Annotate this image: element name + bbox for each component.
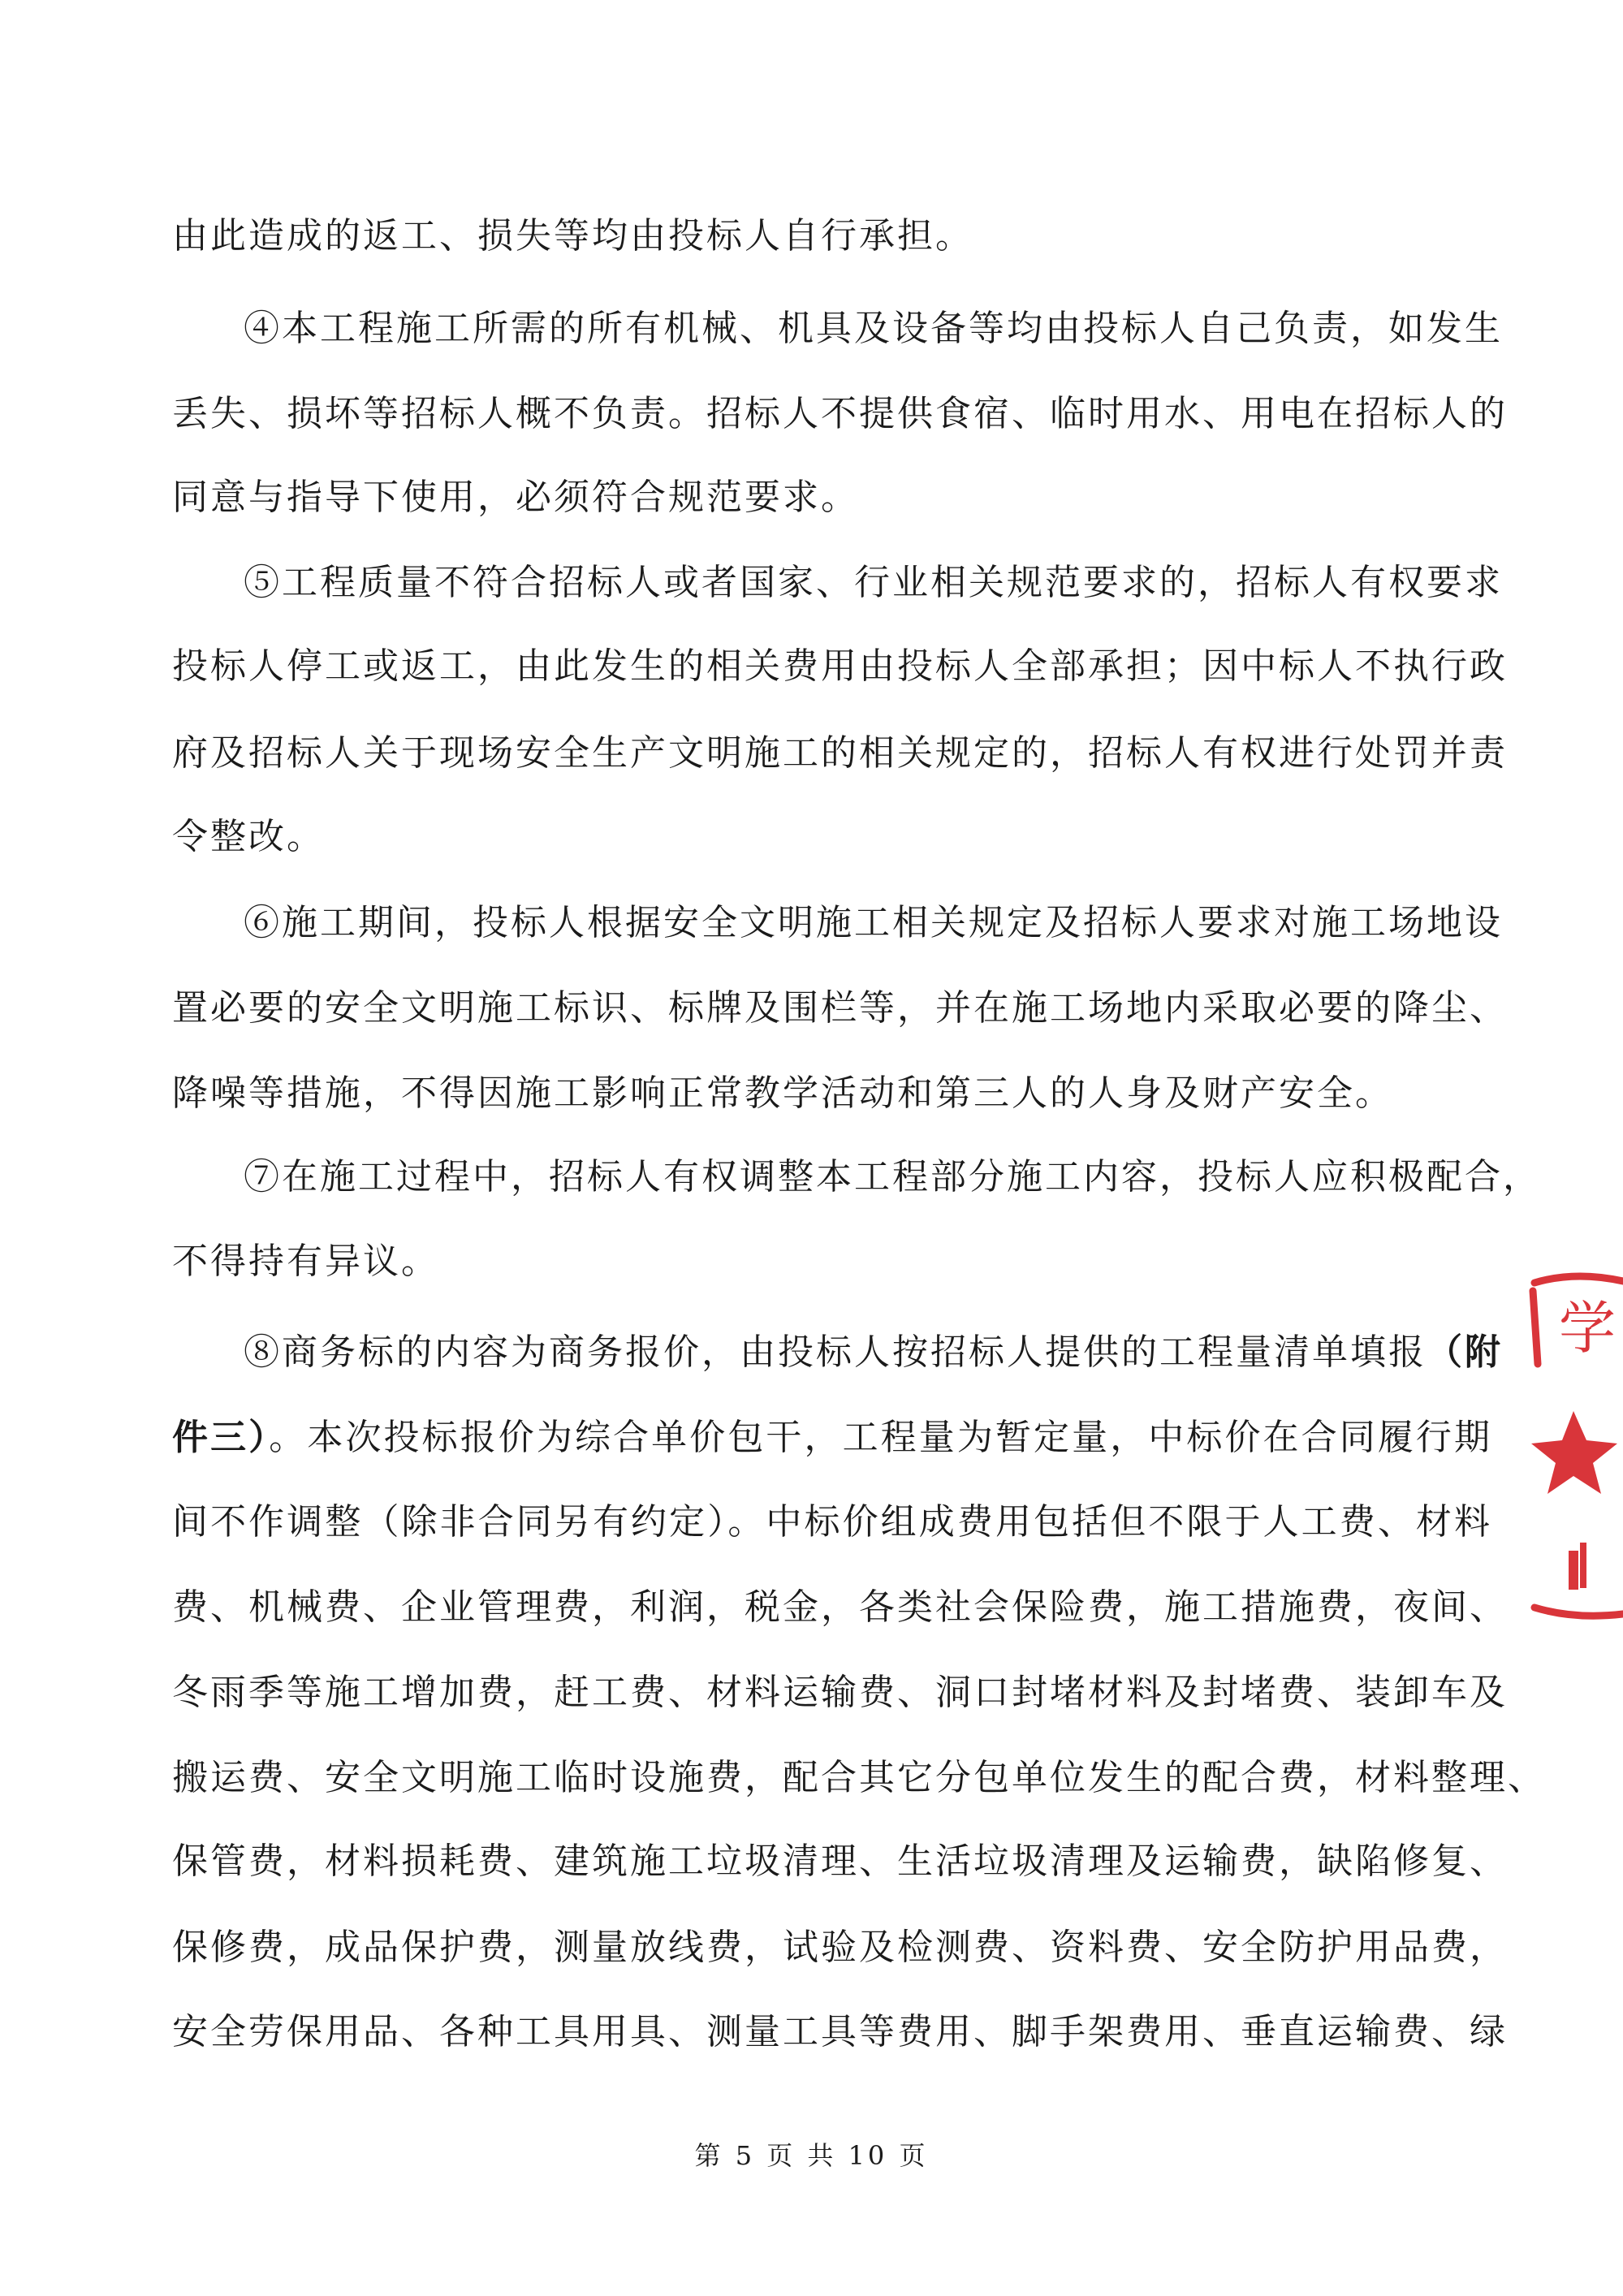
stamp-character: 学	[1559, 1295, 1616, 1362]
text-line: 费、机械费、企业管理费，利润，税金，各类社会保险费，施工措施费，夜间、	[172, 1586, 1508, 1628]
text-line: ⑤工程质量不符合招标人或者国家、行业相关规范要求的，招标人有权要求	[244, 562, 1503, 603]
bold-text: （附	[1427, 1331, 1503, 1373]
text-line: 搬运费、安全文明施工临时设施费，配合其它分包单位发生的配合费，材料整理、	[172, 1757, 1546, 1798]
red-seal-stamp	[1526, 1267, 1623, 1624]
bold-text: 件三）	[172, 1417, 270, 1458]
text-line: 置必要的安全文明施工标识、标牌及围栏等，并在施工场地内采取必要的降尘、	[172, 987, 1508, 1029]
text-line: 保管费，材料损耗费、建筑施工垃圾清理、生活垃圾清理及运输费，缺陷修复、	[172, 1841, 1508, 1882]
text-line: 冬雨季等施工增加费，赶工费、材料运输费、洞口封堵材料及封堵费、装卸车及	[172, 1672, 1508, 1713]
text-line: ⑧商务标的内容为商务报价，由投标人按招标人提供的工程量清单填报（附	[244, 1331, 1503, 1373]
text-line: 保修费，成品保护费，测量放线费，试验及检测费、资料费、安全防护用品费，	[172, 1927, 1508, 1968]
text-line: ④本工程施工所需的所有机械、机具及设备等均由投标人自己负责，如发生	[244, 308, 1503, 349]
text-line: 府及招标人关于现场安全生产文明施工的相关规定的，招标人有权进行处罚并责	[172, 732, 1508, 774]
text-line: 件三）。本次投标报价为综合单价包干，工程量为暂定量，中标价在合同履行期	[172, 1417, 1492, 1458]
text-line: 丢失、损坏等招标人概不负责。招标人不提供食宿、临时用水、用电在招标人的	[172, 393, 1508, 434]
text-line: 降噪等措施，不得因施工影响正常教学活动和第三人的人身及财产安全。	[172, 1072, 1393, 1114]
text-line: 由此造成的返工、损失等均由投标人自行承担。	[172, 215, 973, 257]
text-line: ⑥施工期间，投标人根据安全文明施工相关规定及招标人要求对施工场地设	[244, 902, 1503, 943]
text-line: 令整改。	[172, 816, 325, 857]
text-line: 投标人停工或返工，由此发生的相关费用由投标人全部承担；因中标人不执行政	[172, 645, 1508, 687]
text-line: 安全劳保用品、各种工具用具、测量工具等费用、脚手架费用、垂直运输费、绿	[172, 2011, 1508, 2052]
page-footer: 第 5 页 共 10 页	[694, 2140, 929, 2171]
text-line: 同意与指导下使用，必须符合规范要求。	[172, 477, 859, 518]
text-line: ⑦在施工过程中，招标人有权调整本工程部分施工内容，投标人应积极配合，	[244, 1156, 1541, 1198]
text-line: 不得持有异议。	[172, 1241, 439, 1282]
text-line: 间不作调整（除非合同另有约定）。中标价组成费用包括但不限于人工费、材料	[172, 1501, 1492, 1543]
